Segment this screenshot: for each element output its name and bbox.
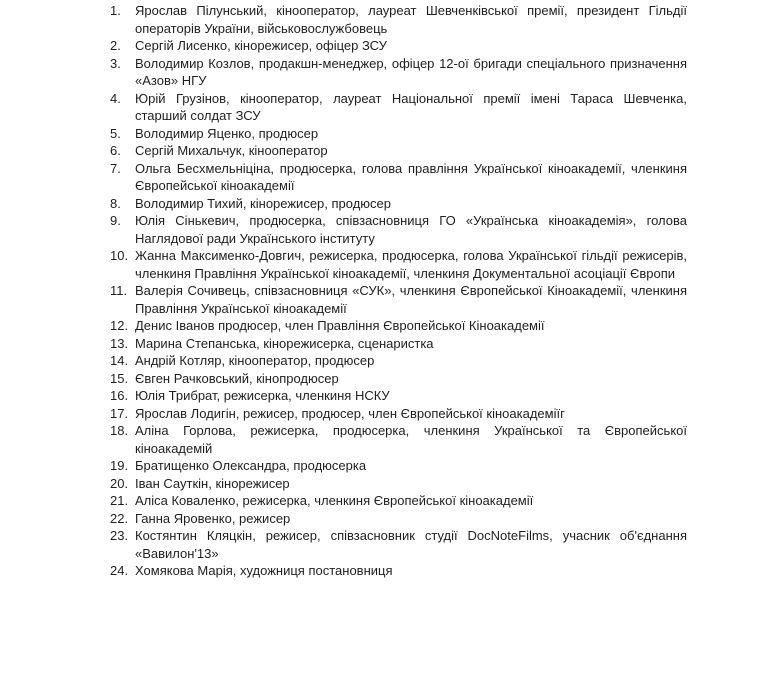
signatory-item — [110, 352, 687, 370]
signatory-text: Ганна Яровенко, режисер — [135, 510, 291, 526]
signatory-number: 9. — [110, 213, 121, 228]
signatory-number: 22. — [110, 510, 129, 526]
signatory-text: Аліна Горлова, режисерка, продюсерка, членкиня Української та Європейської кіноакадемій — [135, 423, 687, 456]
signatory-number: 10. — [110, 248, 129, 263]
signatory-item — [110, 492, 687, 510]
signatory-item — [110, 282, 687, 317]
signatory-number: 18. — [110, 423, 129, 438]
signatory-item — [110, 527, 687, 562]
signatory-number: 24. — [110, 563, 129, 578]
signatory-number: 17. — [110, 405, 129, 421]
signatory-number: 1. — [110, 3, 121, 18]
signatory-item — [110, 195, 687, 213]
signatory-item — [110, 335, 687, 353]
signatory-list — [110, 2, 687, 580]
signatory-number: 14. — [110, 353, 129, 368]
signatory-item — [110, 317, 687, 335]
signatory-text: Сергій Михальчук, кінооператор — [135, 143, 328, 158]
signatory-number: 13. — [110, 335, 129, 351]
signatory-number: 12. — [110, 318, 129, 333]
signatory-text: Андрій Котляр, кінооператор, продюсер — [135, 353, 375, 368]
signatory-item — [110, 510, 687, 528]
signatory-item — [110, 90, 687, 125]
signatory-item — [110, 562, 687, 580]
signatory-text: Жанна Максименко-Довгич, режисерка, продюсерка, голова Української гільдії режисерів, членкиня Правління Української кіноакадемії, членкиня Документальної асоціації Європи — [135, 248, 687, 281]
signatory-item — [110, 475, 687, 493]
signatory-item — [110, 142, 687, 160]
signatory-item — [110, 387, 687, 405]
signatory-text: Денис Іванов продюсер, член Правління Європейської Кіноакадемії — [135, 318, 545, 333]
signatory-item — [110, 405, 687, 423]
signatory-item — [110, 247, 687, 282]
signatory-number: 5. — [110, 125, 121, 141]
signatory-item — [110, 457, 687, 475]
signatory-number: 4. — [110, 90, 121, 106]
signatory-text: Юлія Сінькевич, продюсерка, співзасновниця ГО «Українська кіноакадемія», голова Наглядової ради Українського інституту — [135, 213, 687, 246]
signatory-number: 16. — [110, 388, 129, 403]
signatory-text: Братищенко Олександра, продюсерка — [135, 458, 367, 473]
signatory-item — [110, 125, 687, 143]
signatory-text: Аліса Коваленко, режисерка, членкиня Європейської кіноакадемії — [135, 493, 534, 508]
signatory-item — [110, 422, 687, 457]
signatory-text: Костянтин Кляцкін, режисер, співзасновник студії DocNoteFilms, учасник об'єднання «Вавилон'13» — [135, 528, 687, 561]
signatory-number: 2. — [110, 38, 121, 53]
signatory-text: Валерія Сочивець, співзасновниця «СУК», членкиня Європейської Кіноакадемії, членкиня Правління Української кіноакадемії — [135, 283, 687, 316]
signatory-text: Володимир Яценко, продюсер — [135, 125, 319, 141]
signatory-text: Володимир Козлов, продакшн-менеджер, офіцер 12-ої бригади спеціального призначення «Азов» НГУ — [135, 55, 687, 88]
signatory-number: 3. — [110, 55, 121, 71]
signatory-item — [110, 160, 687, 195]
signatory-text: Іван Сауткін, кінорежисер — [135, 475, 290, 491]
signatory-number: 19. — [110, 458, 129, 473]
signatory-item — [110, 212, 687, 247]
signatory-item — [110, 55, 687, 90]
signatory-number: 15. — [110, 370, 129, 386]
signatory-number: 20. — [110, 475, 129, 491]
signatory-number: 8. — [110, 195, 121, 211]
signatory-text: Марина Степанська, кінорежисерка, сценаристка — [135, 335, 434, 351]
signatory-number: 7. — [110, 160, 121, 176]
signatory-number: 6. — [110, 143, 121, 158]
signatory-item — [110, 2, 687, 37]
signatory-number: 23. — [110, 528, 129, 543]
signatory-text: Володимир Тихий, кінорежисер, продюсер — [135, 195, 392, 211]
signatory-item — [110, 370, 687, 388]
signatory-text: Євген Рачковський, кінопродюсер — [135, 370, 339, 386]
signatory-text: Сергій Лисенко, кінорежисер, офіцер ЗСУ — [135, 38, 387, 53]
signatory-text: Хомякова Марія, художниця постановниця — [135, 563, 393, 578]
signatory-item — [110, 37, 687, 55]
signatory-text: Ярослав Пілунський, кінооператор, лауреат Шевченківської премії, президент Гільдії операторів України, військовослужбовець — [135, 3, 687, 36]
signatory-text: Ярослав Лодигін, режисер, продюсер, член Європейської кіноакадеміїг — [135, 405, 565, 421]
signatory-text: Юлія Трибрат, режисерка, членкиня НСКУ — [135, 388, 390, 403]
signatory-text: Юрій Грузінов, кінооператор, лауреат Національної премії імені Тараса Шевченка, старший солдат ЗСУ — [135, 90, 687, 123]
signatory-number: 21. — [110, 493, 129, 508]
signatory-number: 11. — [110, 283, 128, 298]
signatory-text: Ольга Бесхмельніціна, продюсерка, голова правління Української кіноакадемії, членкиня Європейської кіноакадемії — [135, 160, 687, 193]
